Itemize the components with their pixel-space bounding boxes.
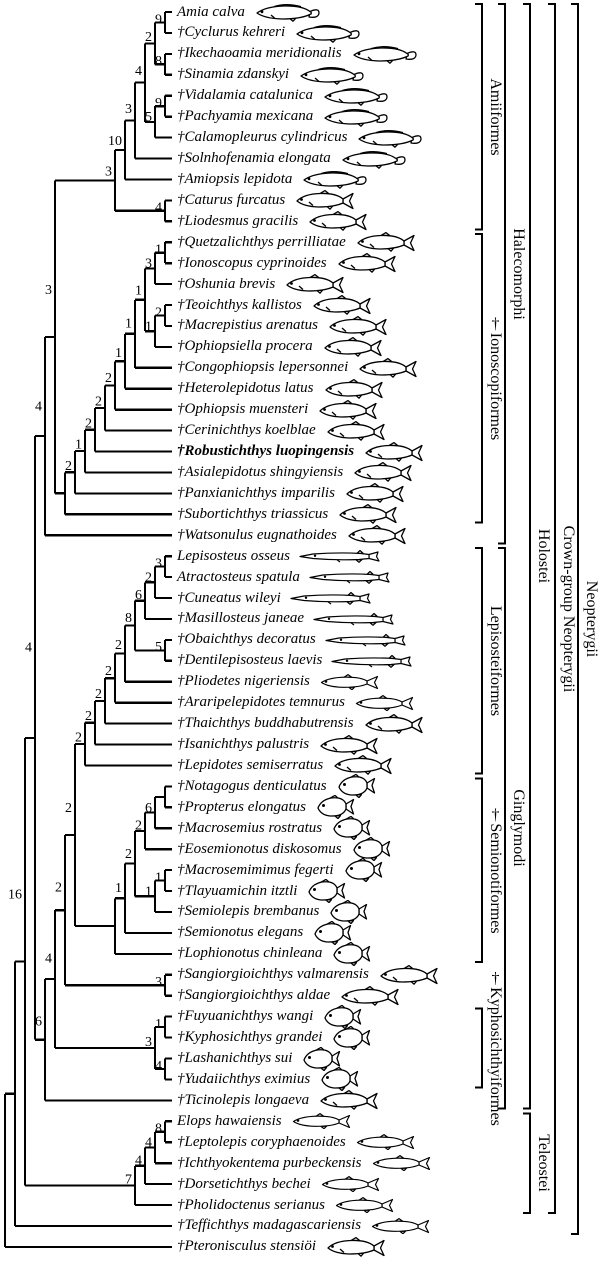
taxon-row	[177, 210, 369, 232]
fish-silhouette-fusiform	[327, 316, 389, 336]
taxon-name: †Lepidotes semiserratus	[177, 756, 324, 773]
node-support-label: 1	[115, 346, 122, 362]
taxon-name: †Oshunia brevis	[177, 275, 276, 292]
clade-label: Teleostei	[535, 1134, 552, 1192]
taxon-name: †Caturus furcatus	[177, 191, 286, 208]
clade-label: Halecomorphi	[510, 227, 527, 320]
taxon-name: †Semionotus elegans	[177, 924, 304, 941]
taxon-row	[177, 64, 366, 86]
taxon-row	[177, 148, 408, 170]
taxon-row	[177, 168, 369, 190]
taxon-name: †Fuyuanichthys wangi	[177, 1008, 314, 1025]
taxon-name: †Pholidoctenus serianus	[177, 1196, 325, 1213]
clade-bracket	[475, 234, 482, 522]
fish-silhouette-deep	[319, 1067, 359, 1091]
fish-silhouette-fusiform	[357, 358, 419, 378]
node-support-label: 4	[35, 399, 42, 415]
node-support-label: 10	[108, 134, 122, 150]
node-support-label: 4	[145, 1135, 152, 1151]
node-support-label: 9	[155, 12, 162, 28]
clade-label: †Kyphosichthyiformes	[487, 970, 504, 1126]
taxon-row	[177, 964, 440, 986]
node-support-label: 3	[155, 556, 162, 572]
node-support-label: 6	[145, 800, 152, 816]
taxon-row	[177, 482, 406, 504]
fish-silhouette-fusiform	[344, 483, 406, 503]
taxon-name: †Subortichthys triassicus	[177, 505, 329, 522]
taxon-name: †Dentilepisosteus laevis	[177, 652, 323, 669]
taxon-row	[177, 775, 376, 797]
taxon-name: †Asialepidotus shingyiensis	[177, 463, 344, 480]
taxon-row	[177, 943, 371, 965]
node-support-label: 2	[85, 416, 92, 432]
fish-silhouette-fusiform	[307, 211, 369, 231]
taxon-name: †Leptolepis coryphaenoides	[177, 1133, 346, 1150]
taxon-row	[177, 1048, 341, 1070]
clade-label: Neopterygii	[583, 580, 600, 658]
node-support-label: 2	[105, 371, 112, 387]
taxon-row	[177, 1131, 417, 1153]
node-support-label: 4	[25, 640, 32, 656]
taxon-name: †Kyphosichthys grandei	[177, 1029, 323, 1046]
fish-silhouette-fusiform	[363, 442, 425, 462]
taxon-name: †Yudaiichthys eximius	[177, 1070, 311, 1087]
taxon-name: †Calamopleurus cylindricus	[177, 129, 348, 146]
fish-silhouette-deep	[343, 858, 383, 882]
taxon-row	[177, 985, 401, 1007]
taxon-row	[177, 1152, 433, 1174]
clade-label: †Ionoscopiformes	[487, 316, 504, 441]
node-support-label: 6	[135, 588, 142, 604]
taxon-row	[177, 1110, 353, 1132]
taxon-name: †Watsonulus eugnathoides	[177, 526, 337, 543]
fish-silhouette-amiid	[294, 23, 362, 43]
taxon-row	[177, 1, 322, 23]
taxon-row	[177, 294, 373, 316]
taxon-name: †Sangiorgioichthys valmarensis	[177, 966, 369, 983]
clade-bracket	[475, 1009, 482, 1088]
taxon-row	[177, 713, 425, 735]
clade-label: †Semionotiformes	[487, 806, 504, 934]
taxon-row	[177, 441, 425, 463]
taxon-name: †Pteronisculus stensiöi	[177, 1238, 317, 1255]
taxon-row	[177, 608, 395, 630]
fish-silhouette-fusiform	[294, 190, 356, 210]
taxon-name: †Cerinichthys koelblae	[177, 422, 316, 439]
clade-bracket	[475, 548, 482, 773]
taxon-row	[177, 817, 371, 839]
taxon-row	[177, 1006, 362, 1028]
fish-silhouette-fusiform	[284, 274, 346, 294]
node-support-label: 2	[115, 638, 122, 654]
node-support-label: 2	[55, 880, 62, 896]
taxon-name: †Vidalamia catalunica	[177, 87, 313, 104]
taxon-name: †Macrosemius rostratus	[177, 819, 323, 836]
fish-silhouette-slim	[371, 1155, 433, 1171]
fish-silhouette-slim	[291, 1113, 353, 1129]
fish-silhouette-fusiform	[363, 714, 425, 734]
taxon-row	[177, 357, 419, 379]
node-support-label: 2	[85, 709, 92, 725]
fish-silhouette-fusiform	[322, 337, 384, 357]
node-support-label: 5	[155, 640, 162, 656]
taxon-row	[177, 1089, 380, 1111]
taxon-row	[177, 1215, 432, 1237]
fish-silhouette-fusiform	[317, 400, 379, 420]
fish-silhouette-fusiform	[325, 1237, 387, 1257]
taxon-name: †Ichthyokentema purbeckensis	[177, 1154, 362, 1171]
node-support-label: 2	[75, 730, 82, 746]
fish-silhouette-amiid	[340, 149, 408, 169]
taxon-row	[177, 252, 398, 274]
node-support-label: 3	[125, 102, 132, 118]
taxon-row	[177, 1173, 382, 1195]
taxon-row	[177, 1027, 371, 1049]
node-support-label: 3	[105, 164, 112, 180]
fish-silhouette-fusiform	[339, 986, 401, 1006]
node-support-label: 4	[135, 63, 142, 79]
node-support-label: 1	[145, 319, 152, 335]
taxon-name: †Liodesmus gracilis	[177, 212, 299, 229]
clade-label: Amiiformes	[487, 77, 504, 156]
taxon-row	[177, 1068, 359, 1090]
node-support-label: 4	[135, 1153, 142, 1169]
taxon-row	[177, 880, 346, 902]
fish-silhouette-fusiform	[323, 379, 385, 399]
fish-silhouette-slim	[334, 1197, 396, 1213]
taxon-row	[177, 315, 389, 337]
node-support-label: 2	[125, 846, 132, 862]
fish-silhouette-amiid	[356, 128, 424, 148]
node-support-label: 16	[8, 887, 22, 903]
fish-silhouette-slim	[319, 674, 381, 690]
taxon-name: Lepisosteus osseus	[177, 547, 290, 564]
taxon-name: †Notagogus denticulatus	[177, 777, 327, 794]
fish-silhouette-slim	[354, 695, 416, 711]
taxon-name: †Ikechaoamia meridionalis	[177, 45, 342, 62]
taxon-row	[177, 85, 390, 107]
taxon-row	[177, 629, 407, 651]
node-support-label: 3	[155, 975, 162, 991]
fish-silhouette-amiid	[254, 2, 322, 22]
clade-label: Crown-group Neopterygii	[560, 525, 577, 692]
taxon-row	[177, 566, 391, 588]
taxon-row	[177, 587, 372, 609]
taxon-row	[177, 796, 355, 818]
fish-silhouette-fusiform	[337, 504, 399, 524]
taxon-name: †Pliodetes nigeriensis	[177, 673, 310, 690]
taxon-row	[177, 754, 394, 776]
fish-silhouette-fusiform	[355, 232, 417, 252]
taxon-name: Amia calva	[177, 3, 245, 20]
fish-silhouette-fusiform	[346, 525, 408, 545]
taxon-row	[177, 273, 346, 295]
taxon-name: †Dorsetichthys bechei	[177, 1175, 311, 1192]
taxon-row	[177, 838, 391, 860]
taxon-name: †Amiopsis lepidota	[177, 170, 293, 187]
clade-label: Lepisosteiformes	[487, 605, 504, 716]
taxon-name: †Ophiopsiella procera	[177, 338, 313, 355]
taxon-row	[177, 734, 380, 756]
taxon-name: †Teoichthys kallistos	[177, 296, 302, 313]
taxon-name: †Robustichthys luopingensis	[177, 443, 355, 460]
taxon-name: †Tlayuamichin itztli	[177, 882, 298, 899]
taxon-name: †Pachyamia mexicana	[177, 108, 314, 125]
taxon-row	[177, 106, 390, 128]
fish-silhouette-amiid	[351, 44, 419, 64]
taxon-row	[177, 503, 399, 525]
taxon-name: †Propterus elongatus	[177, 798, 307, 815]
clade-label: Holostei	[535, 529, 552, 584]
fish-silhouette-amiid	[322, 86, 390, 106]
node-support-label: 2	[135, 818, 142, 834]
taxon-row	[177, 127, 424, 149]
taxon-name: †Semiolepis brembanus	[177, 903, 320, 920]
taxon-name: †Panxianichthys imparilis	[177, 484, 335, 501]
taxon-row	[177, 336, 384, 358]
fish-silhouette-amiid	[322, 107, 390, 127]
fish-silhouette-gar	[325, 633, 407, 647]
fish-silhouette-gar	[290, 591, 372, 605]
taxon-name: †Sinamia zdanskyi	[177, 66, 290, 83]
fish-silhouette-gar	[299, 549, 381, 563]
taxon-name: Elops hawaiensis	[177, 1112, 282, 1129]
fish-silhouette-amiid	[301, 169, 369, 189]
node-support-label: 9	[155, 96, 162, 112]
taxon-name: Atractosteus spatula	[177, 568, 300, 585]
clade-bracket	[523, 1113, 530, 1213]
taxon-row	[177, 545, 381, 567]
node-support-label: 8	[155, 1121, 162, 1137]
node-support-label: 5	[145, 110, 152, 126]
taxon-name: †Lashanichthys sui	[177, 1050, 293, 1066]
taxon-name: †Isanichthys palustris	[177, 736, 310, 753]
fish-silhouette-gar	[313, 612, 395, 626]
fish-silhouette-fusiform	[318, 1090, 380, 1110]
taxon-name: †Thaichthys buddhabutrensis	[177, 715, 354, 732]
fish-silhouette-fusiform	[318, 735, 380, 755]
node-support-label: 7	[125, 1172, 132, 1188]
taxon-name: †Araripelepidotes temnurus	[177, 694, 345, 711]
node-support-label: 1	[75, 437, 82, 453]
taxon-name: †Macrosemimimus fegerti	[177, 861, 334, 878]
fish-silhouette-slim	[370, 1218, 432, 1234]
node-support-label: 8	[155, 54, 162, 70]
fish-silhouette-fusiform	[336, 253, 398, 273]
clade-bracket	[523, 4, 530, 1108]
taxon-row	[177, 922, 352, 944]
fish-silhouette-slim	[320, 1176, 382, 1192]
node-support-label: 4	[155, 1058, 162, 1074]
taxon-row	[177, 901, 368, 923]
taxon-row	[177, 671, 381, 693]
taxon-name: †Ticinolepis longaeva	[177, 1091, 310, 1108]
node-support-label: 1	[155, 242, 162, 258]
fish-silhouette-fusiform	[311, 295, 373, 315]
node-support-label: 2	[95, 394, 102, 410]
taxon-name: †Ophiopsis muensteri	[177, 401, 309, 418]
node-support-label: 3	[45, 282, 52, 298]
node-support-label: 6	[35, 1014, 42, 1030]
node-support-label: 2	[145, 570, 152, 586]
node-support-labels	[8, 12, 162, 1187]
taxon-row	[177, 399, 379, 421]
taxon-row	[177, 524, 408, 546]
clade-bracket	[475, 4, 482, 229]
node-support-label: 2	[95, 687, 102, 703]
taxon-row	[177, 189, 356, 211]
clade-bracket	[475, 778, 482, 961]
node-support-label: 8	[125, 611, 132, 627]
taxon-row	[177, 1236, 387, 1258]
node-support-label: 3	[145, 1034, 152, 1050]
taxon-name: †Masillosteus janeae	[177, 610, 305, 627]
fish-silhouette-slim	[355, 1134, 417, 1150]
node-support-label: 1	[135, 283, 142, 299]
taxon-name: †Solnhofenamia elongata	[177, 150, 331, 166]
taxon-row	[177, 22, 362, 44]
fish-silhouette-gar	[331, 654, 413, 668]
taxon-row	[177, 692, 416, 714]
taxon-name: †Macrepistius arenatus	[177, 317, 318, 334]
taxon-row	[177, 43, 419, 65]
taxon-name: †Teffichthys madagascariensis	[177, 1217, 362, 1234]
node-support-label: 1	[155, 1016, 162, 1032]
node-support-label: 1	[125, 316, 132, 332]
taxon-row	[177, 650, 413, 672]
taxon-row	[177, 378, 385, 400]
fish-silhouette-fusiform	[332, 755, 394, 775]
node-support-label: 1	[145, 884, 152, 900]
node-support-label: 2	[105, 663, 112, 679]
taxon-name: †Obaichthys decoratus	[177, 631, 316, 648]
taxon-row	[177, 231, 417, 253]
node-support-label: 2	[65, 800, 72, 816]
taxon-row	[177, 461, 414, 483]
taxon-row	[177, 859, 383, 881]
fish-silhouette-fusiform	[378, 965, 440, 985]
taxon-name: †Cuneatus wileyi	[177, 589, 281, 606]
taxon-name: †Lophionotus chinleana	[177, 945, 323, 962]
node-support-label: 1	[155, 870, 162, 886]
node-support-label: 2	[65, 458, 72, 474]
clade-label: Ginglymodi	[510, 789, 527, 867]
node-support-label: 2	[155, 305, 162, 321]
taxon-name: †Ionoscopus cyprinoides	[177, 254, 327, 271]
node-support-label: 1	[115, 880, 122, 896]
node-support-label: 2	[145, 30, 152, 46]
taxon-name: †Cyclurus kehreri	[177, 24, 286, 41]
clade-bracket	[548, 4, 555, 1213]
taxon-name: †Heterolepidotus latus	[177, 380, 314, 397]
fish-silhouette-deep	[331, 942, 371, 966]
taxon-name: †Quetzalichthys perrilliatae	[177, 233, 346, 250]
fish-silhouette-fusiform	[325, 421, 387, 441]
tree-branches	[5, 12, 172, 1247]
taxon-row	[177, 1194, 396, 1216]
fish-silhouette-amiid	[298, 65, 366, 85]
fish-silhouette-gar	[309, 570, 391, 584]
taxon-name: †Sangiorgioichthys aldae	[177, 987, 331, 1004]
fish-silhouette-fusiform	[352, 462, 414, 482]
taxon-name: †Eosemionotus diskosomus	[177, 840, 342, 857]
node-support-label: 4	[155, 200, 162, 216]
taxon-row	[177, 420, 387, 442]
node-support-label: 3	[145, 256, 152, 272]
node-support-label: 4	[45, 951, 52, 967]
taxon-name: †Congophiopsis lepersonnei	[177, 359, 349, 376]
